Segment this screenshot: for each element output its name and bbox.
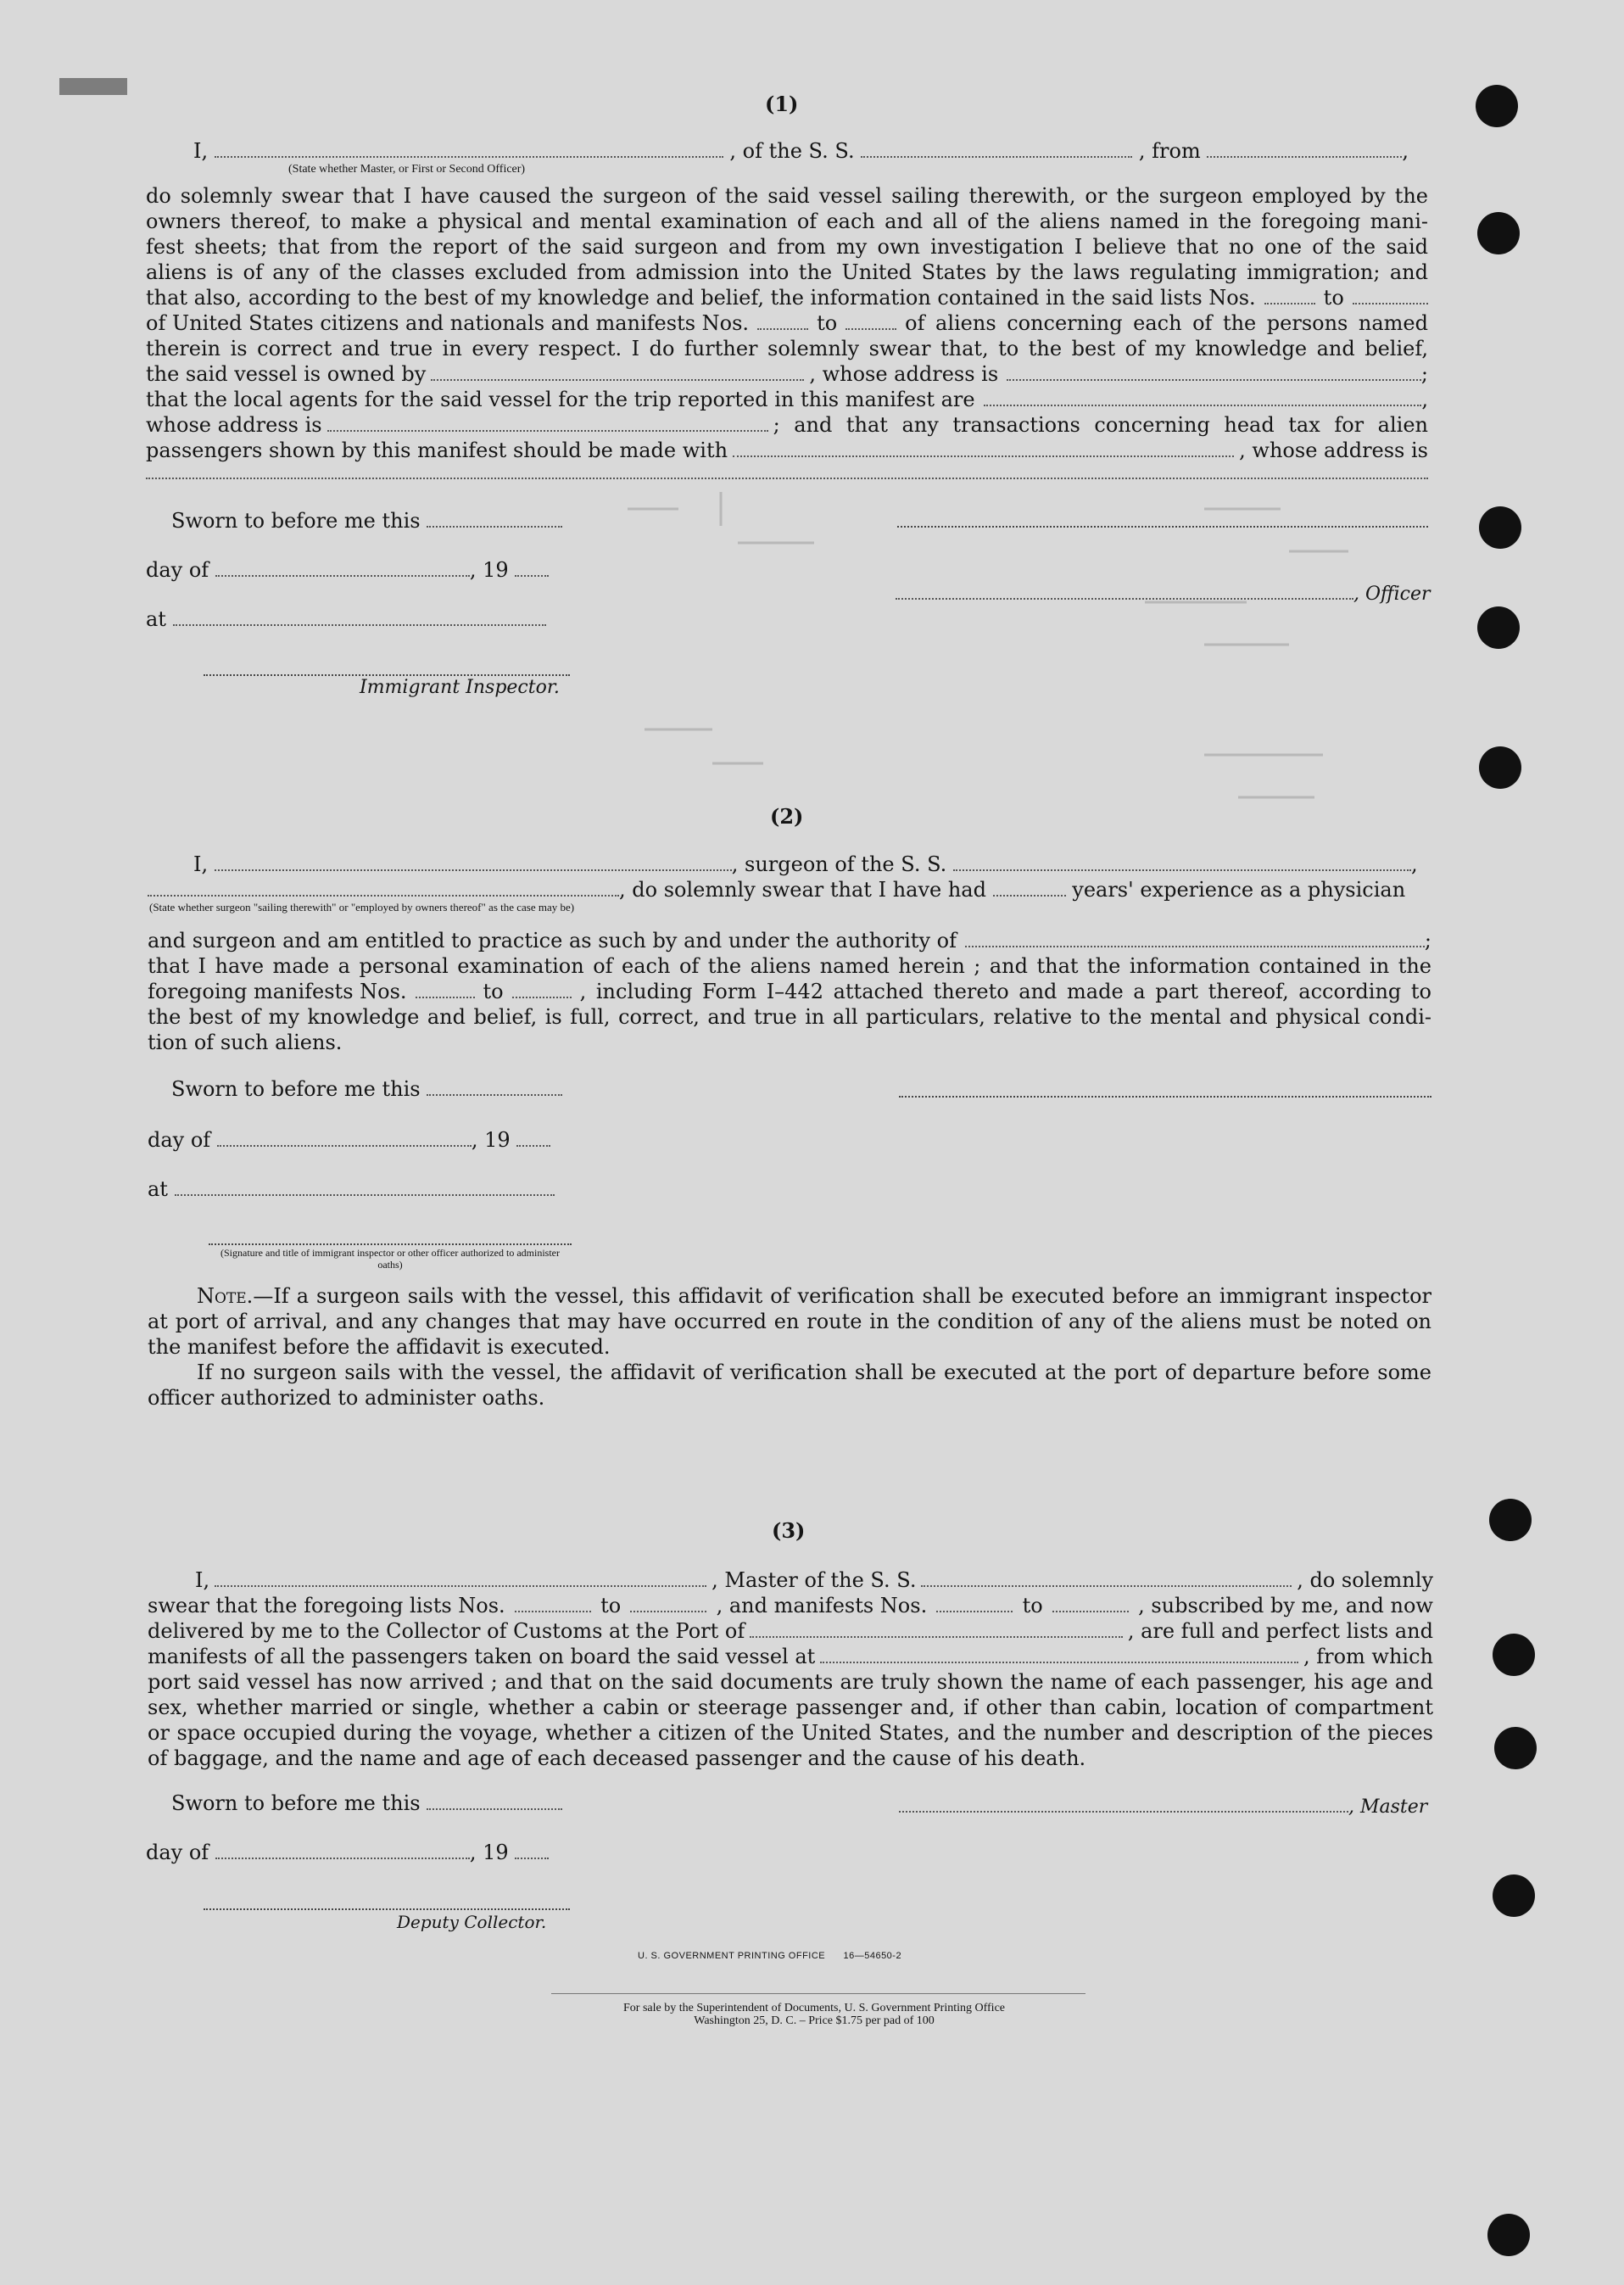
sworn-label: Sworn to before me this	[171, 1791, 421, 1815]
para-line	[148, 1618, 1433, 1644]
year-blank[interactable]	[515, 574, 549, 577]
punch-hole	[1494, 1727, 1537, 1769]
sworn-line-3	[171, 1791, 562, 1815]
manifest-no-blank[interactable]	[416, 996, 475, 998]
punch-hole	[1479, 746, 1521, 789]
sworn-day-blank[interactable]	[427, 525, 562, 528]
para-fragment: ; and that any transactions concerning head tax for alien	[773, 413, 1428, 437]
master-signature-blank[interactable]	[899, 1810, 1348, 1813]
oath-i: I,	[193, 139, 209, 163]
para-line: do solemnly swear that I have caused the surgeon of the said vessel sailing therewith, or the surgeon employed by the	[146, 184, 1428, 208]
para-fragment: whose address is	[146, 413, 322, 437]
day-of-line-2	[148, 1128, 550, 1152]
para-line: of baggage, and the name and age of each deceased passenger and the cause of his death.	[148, 1746, 1086, 1770]
note-paragraph-2: If no surgeon sails with the vessel, the affidavit of verification shall be executed at the port of departure before some officer authorized to administer oaths.	[148, 1360, 1431, 1410]
at-line-2	[148, 1177, 555, 1201]
surgeon-line-2	[148, 878, 1405, 902]
punch-hole	[1477, 606, 1520, 649]
para-line: the said vessel is owned by , whose address is ;	[146, 362, 1428, 386]
sworn-label: Sworn to before me this	[171, 1077, 421, 1101]
at-label: at	[146, 607, 166, 631]
port-blank[interactable]	[750, 1635, 1123, 1638]
surgeon-type-blank[interactable]	[148, 894, 619, 897]
surgeon-line-1	[193, 852, 1418, 876]
sworn-day-blank[interactable]	[427, 1807, 562, 1810]
para-line: that I have made a personal examination of each of the aliens named herein ; and that the information contained in the	[148, 954, 1431, 978]
years-blank[interactable]	[993, 894, 1066, 897]
para-fragment: , subscribed by me, and now	[1138, 1594, 1433, 1617]
month-blank[interactable]	[217, 1144, 472, 1147]
comma: ,	[1402, 139, 1409, 163]
para-fragment: that the local agents for the said vessel for the trip reported in this manifest are	[146, 388, 975, 411]
note-paragraph	[148, 1283, 1431, 1360]
signature-caption: (Signature and title of immigrant inspector or other officer authorized to administer oaths)	[220, 1247, 560, 1271]
officer-signature-line-top[interactable]	[897, 526, 1428, 528]
section1-paragraph	[146, 183, 1428, 479]
para-line	[146, 463, 1428, 479]
list-no-blank[interactable]	[1264, 302, 1315, 304]
at-line-1	[146, 607, 546, 631]
sworn-line-2	[171, 1077, 562, 1101]
at-label: at	[148, 1177, 168, 1201]
year-blank[interactable]	[515, 1857, 549, 1859]
manifest-no-blank[interactable]	[936, 1610, 1013, 1612]
para-line	[148, 979, 1431, 1004]
para-line	[146, 285, 1428, 310]
para-line: that the local agents for the said vessel for the trip reported in this manifest are ,	[146, 388, 1428, 411]
head-tax-blank[interactable]	[733, 455, 1234, 457]
deputy-collector-title: Deputy Collector.	[397, 1912, 547, 1932]
para-fragment: of aliens concerning each of the persons named	[905, 311, 1428, 335]
oath-i: I,	[193, 852, 209, 876]
sale-line-2: Washington 25, D. C. – Price $1.75 per pad of 100	[694, 2014, 935, 2027]
oath-line-1	[193, 139, 1409, 163]
officer-signature-line[interactable]	[209, 1243, 572, 1245]
master-signature-line	[899, 1796, 1427, 1818]
punch-hole	[1479, 506, 1521, 549]
bleed-through-mark	[59, 78, 127, 95]
note-block	[148, 1283, 1431, 1411]
day-of-label: day of	[146, 558, 209, 582]
years-label: years' experience as a physician	[1072, 878, 1406, 902]
para-line: fest sheets; that from the report of the said surgeon and from my own investigation I believe that no one of the said	[146, 235, 1428, 259]
sworn-day-blank[interactable]	[427, 1093, 562, 1096]
para-fragment: the said vessel is owned by	[146, 362, 427, 386]
place-blank[interactable]	[173, 623, 546, 626]
officer-signature-blank[interactable]	[896, 597, 1353, 600]
officer-title: , Officer	[1353, 584, 1431, 605]
para-line: sex, whether married or single, whether a cabin or steerage passenger and, if other than cabin, location of compartment	[148, 1696, 1433, 1719]
name-blank[interactable]	[215, 155, 723, 158]
para-fragment: that also, according to the best of my knowledge and belief, the information contained in the said lists Nos.	[146, 286, 1256, 310]
para-line: port said vessel has now arrived ; and that on the said documents are truly shown the name of each passenger, his age and	[148, 1670, 1433, 1694]
year-label: , 19	[469, 1841, 509, 1864]
day-of-label: day of	[146, 1841, 209, 1864]
para-fragment: , do solemnly	[1297, 1568, 1433, 1592]
to-label: to	[483, 980, 504, 1003]
surgeon-name-blank[interactable]	[215, 869, 732, 871]
sale-notice	[475, 2002, 1153, 2027]
day-of-label: day of	[148, 1128, 211, 1152]
para-fragment: delivered by me to the Collector of Customs at the Port of	[148, 1619, 745, 1643]
note-label: Note.	[197, 1284, 254, 1308]
manifest-no-blank[interactable]	[512, 996, 572, 998]
month-blank[interactable]	[215, 574, 470, 577]
section-number-1: (1)	[765, 92, 799, 116]
punch-hole	[1493, 1874, 1535, 1917]
to-label: to	[1022, 1594, 1043, 1617]
rank-caption: (State whether Master, or First or Second Officer)	[288, 163, 526, 176]
para-fragment: , are full and perfect lists and	[1127, 1619, 1433, 1643]
punch-hole	[1477, 212, 1520, 254]
oath-i: I,	[195, 1568, 210, 1592]
inspector-signature-line[interactable]	[204, 674, 570, 676]
punch-hole	[1487, 2214, 1530, 2256]
vessel-blank[interactable]	[921, 1584, 1292, 1587]
para-fragment: , including Form I–442 attached thereto and made a part thereof, according to	[579, 980, 1431, 1003]
para-line	[148, 1593, 1433, 1618]
section3-paragraph	[148, 1567, 1433, 1771]
to-label: to	[1323, 286, 1344, 310]
sworn-label: Sworn to before me this	[171, 509, 421, 533]
para-fragment: manifests of all the passengers taken on board the said vessel at	[148, 1645, 816, 1668]
note-text: —If a surgeon sails with the vessel, this affidavit of verification shall be executed before an immigrant inspector at port of arrival, and any changes that may have occurred en route in the condition of any of the aliens must be noted on the manifest before the affidavit is executed.	[148, 1284, 1431, 1359]
para-line: therein is correct and true in every respect. I do further solemnly swear that, to the best of my knowledge and belief,	[146, 337, 1428, 360]
officer-line	[896, 584, 1431, 605]
para-fragment: swear that the foregoing lists Nos.	[148, 1594, 505, 1617]
year-blank[interactable]	[516, 1144, 550, 1147]
year-label: , 19	[471, 1128, 511, 1152]
para-line	[148, 1644, 1433, 1669]
para-line	[146, 412, 1428, 438]
to-label: to	[600, 1594, 622, 1617]
collector-signature-line[interactable]	[204, 1908, 570, 1910]
para-fragment: , whose address is	[809, 362, 999, 386]
vessel-blank[interactable]	[861, 155, 1132, 158]
authority-blank[interactable]	[965, 945, 1425, 947]
punch-hole	[1493, 1634, 1535, 1676]
manifest-no-blank[interactable]	[757, 327, 808, 330]
from-label: , from	[1138, 139, 1201, 163]
master-name-blank[interactable]	[215, 1584, 706, 1587]
footer-divider	[551, 1993, 1085, 1994]
para-fragment: foregoing manifests Nos.	[148, 980, 407, 1003]
section2-paragraph	[148, 928, 1431, 1055]
head-tax-address-blank[interactable]	[146, 477, 1428, 479]
month-blank[interactable]	[215, 1857, 470, 1859]
para-fragment: , and manifests Nos.	[716, 1594, 928, 1617]
place-blank[interactable]	[175, 1193, 555, 1196]
sale-line-1: For sale by the Superintendent of Documents, U. S. Government Printing Office	[623, 2002, 1005, 2014]
bleed-through-marks	[594, 475, 1442, 848]
para-fragment: of United States citizens and nationals and manifests Nos.	[146, 311, 750, 335]
section-number-3: (3)	[772, 1518, 806, 1543]
punch-hole	[1476, 85, 1518, 127]
year-label: , 19	[469, 558, 509, 582]
agents-blank[interactable]	[984, 404, 1422, 406]
para-fragment: and surgeon and am entitled to practice as such by and under the authority of	[148, 929, 957, 953]
from-blank[interactable]	[1207, 155, 1402, 158]
para-line: tion of such aliens.	[148, 1031, 343, 1054]
comma: ,	[1410, 852, 1418, 876]
para-line: and surgeon and am entitled to practice as such by and under the authority of ;	[148, 929, 1431, 953]
para-fragment: passengers shown by this manifest should be made with	[146, 439, 728, 462]
day-of-line-3	[146, 1841, 549, 1864]
vessel-blank[interactable]	[953, 869, 1411, 871]
of-ss-label: , of the S. S.	[729, 139, 855, 163]
para-fragment: , whose address is	[1239, 439, 1428, 462]
swear-label: , do solemnly swear that I have had	[619, 878, 986, 902]
para-line	[146, 310, 1428, 336]
surgeon-type-caption: (State whether surgeon "sailing therewith" or "employed by owners thereof" as the case may be)	[149, 901, 575, 913]
embark-port-blank[interactable]	[820, 1661, 1298, 1663]
sworn-line-1	[171, 509, 562, 533]
punch-hole	[1489, 1499, 1532, 1541]
inspector-title: Immigrant Inspector.	[360, 677, 560, 698]
para-fragment: , from which	[1303, 1645, 1433, 1668]
master-title: , Master	[1348, 1796, 1428, 1818]
list-no-blank[interactable]	[1353, 302, 1428, 304]
master-of-label: , Master of the S. S.	[712, 1568, 917, 1592]
surgeon-of-label: , surgeon of the S. S.	[731, 852, 947, 876]
section-number-2: (2)	[770, 804, 804, 829]
para-line: or space occupied during the voyage, whether a citizen of the United States, and the number and description of the pieces	[148, 1721, 1433, 1745]
para-line: the best of my knowledge and belief, is full, correct, and true in all particulars, relative to the mental and physical condi-	[148, 1005, 1431, 1029]
agents-address-blank[interactable]	[327, 429, 768, 432]
list-no-blank[interactable]	[630, 1610, 706, 1612]
para-line: owners thereof, to make a physical and mental examination of each and all of the aliens named in the foregoing mani-	[146, 210, 1428, 233]
para-line: aliens is of any of the classes excluded from admission into the United States by the laws regulating immigration; and	[146, 260, 1428, 284]
to-label: to	[817, 311, 838, 335]
gpo-imprint: U. S. GOVERNMENT PRINTING OFFICE 16—54650-2	[638, 1951, 902, 1961]
surgeon-signature-line[interactable]	[899, 1096, 1431, 1098]
list-no-blank[interactable]	[515, 1610, 591, 1612]
owner-blank[interactable]	[431, 378, 804, 381]
para-line	[146, 438, 1428, 463]
manifest-no-blank[interactable]	[845, 327, 896, 330]
day-of-line-1	[146, 558, 549, 582]
para-line	[148, 1567, 1433, 1593]
manifest-no-blank[interactable]	[1052, 1610, 1129, 1612]
owner-address-blank[interactable]	[1007, 378, 1421, 381]
